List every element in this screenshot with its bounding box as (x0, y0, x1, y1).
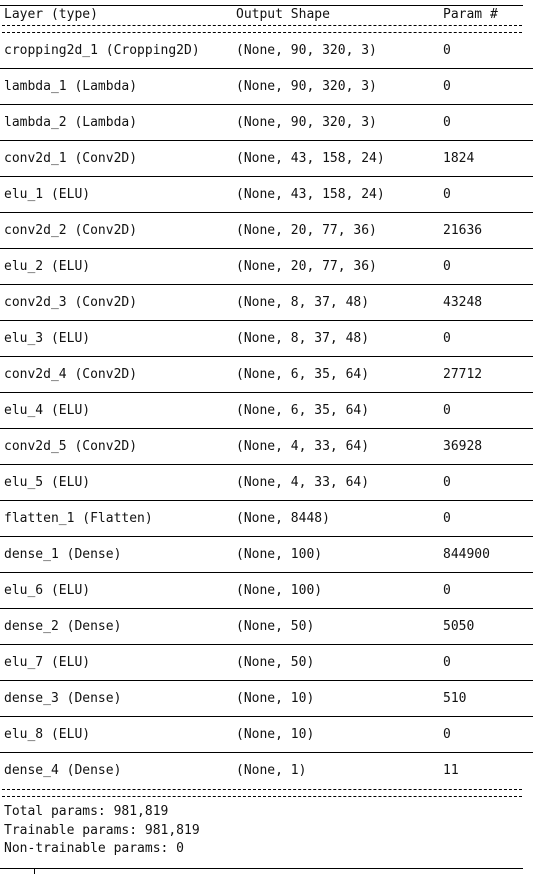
param-totals (0, 797, 533, 859)
param-count: 0 (443, 187, 451, 202)
param-count: 43248 (443, 295, 483, 310)
table-row (0, 105, 533, 141)
output-shape: (None, 8, 37, 48) (236, 331, 370, 346)
layer-name: conv2d_5 (Conv2D) (4, 439, 138, 454)
layer-name: conv2d_2 (Conv2D) (4, 223, 138, 238)
header-output-shape: Output Shape (236, 7, 330, 22)
layer-name: elu_5 (ELU) (4, 475, 91, 490)
param-count: 0 (443, 403, 451, 418)
output-shape: (None, 43, 158, 24) (236, 187, 385, 202)
output-shape: (None, 8448) (236, 511, 330, 526)
footer-divider (2, 789, 522, 797)
output-shape: (None, 50) (236, 655, 315, 670)
param-count: 0 (443, 583, 451, 598)
table-row (0, 645, 533, 681)
param-count: 11 (443, 763, 459, 778)
output-shape: (None, 10) (236, 727, 315, 742)
param-count: 0 (443, 511, 451, 526)
header-params: Param # (443, 7, 498, 22)
table-row (0, 501, 533, 537)
non-trainable-params: Non-trainable params: 0 (4, 841, 185, 856)
table-row (0, 33, 533, 69)
layer-name: elu_8 (ELU) (4, 727, 91, 742)
table-row (0, 141, 533, 177)
param-count: 36928 (443, 439, 483, 454)
layer-name: elu_2 (ELU) (4, 259, 91, 274)
param-count: 0 (443, 259, 451, 274)
output-shape: (None, 1) (236, 763, 307, 778)
param-count: 0 (443, 331, 451, 346)
table-row (0, 609, 533, 645)
total-params: Total params: 981,819 (4, 804, 169, 819)
header-layer: Layer (type) (4, 7, 98, 22)
param-count: 27712 (443, 367, 483, 382)
param-count: 510 (443, 691, 467, 706)
layer-name: dense_3 (Dense) (4, 691, 122, 706)
trainable-params: Trainable params: 981,819 (4, 822, 200, 838)
layer-name: elu_4 (ELU) (4, 403, 91, 418)
param-count: 0 (443, 727, 451, 742)
cursor-tick (34, 869, 35, 874)
output-shape: (None, 4, 33, 64) (236, 475, 370, 490)
output-shape: (None, 8, 37, 48) (236, 295, 370, 310)
output-shape: (None, 20, 77, 36) (236, 259, 377, 274)
table-row (0, 213, 533, 249)
table-header (0, 0, 533, 24)
param-count: 5050 (443, 619, 475, 634)
param-count: 0 (443, 655, 451, 670)
table-row (0, 465, 533, 501)
layer-name: elu_6 (ELU) (4, 583, 91, 598)
layer-name: flatten_1 (Flatten) (4, 511, 153, 526)
table-row (0, 717, 533, 753)
bottom-rule (0, 868, 523, 869)
output-shape: (None, 100) (236, 547, 323, 562)
output-shape: (None, 10) (236, 691, 315, 706)
output-shape: (None, 4, 33, 64) (236, 439, 370, 454)
table-row (0, 753, 533, 789)
output-shape: (None, 50) (236, 619, 315, 634)
param-count: 0 (443, 79, 451, 94)
output-shape: (None, 6, 35, 64) (236, 367, 370, 382)
output-shape: (None, 90, 320, 3) (236, 79, 377, 94)
header-divider (2, 25, 522, 33)
layer-name: conv2d_4 (Conv2D) (4, 367, 138, 382)
layer-name: elu_3 (ELU) (4, 331, 91, 346)
layer-name: dense_4 (Dense) (4, 763, 122, 778)
output-shape: (None, 90, 320, 3) (236, 43, 377, 58)
layer-name: dense_2 (Dense) (4, 619, 122, 634)
table-row (0, 285, 533, 321)
param-count: 0 (443, 475, 451, 490)
param-count: 1824 (443, 151, 475, 166)
table-row (0, 357, 533, 393)
param-count: 0 (443, 43, 451, 58)
table-row (0, 393, 533, 429)
output-shape: (None, 43, 158, 24) (236, 151, 385, 166)
output-shape: (None, 90, 320, 3) (236, 115, 377, 130)
param-count: 844900 (443, 547, 490, 562)
param-count: 0 (443, 115, 451, 130)
table-row (0, 69, 533, 105)
table-row (0, 537, 533, 573)
layer-name: elu_1 (ELU) (4, 187, 91, 202)
table-row (0, 321, 533, 357)
layer-name: elu_7 (ELU) (4, 655, 91, 670)
layer-name: conv2d_1 (Conv2D) (4, 151, 138, 166)
table-row (0, 249, 533, 285)
output-shape: (None, 6, 35, 64) (236, 403, 370, 418)
param-count: 21636 (443, 223, 483, 238)
table-row (0, 177, 533, 213)
table-row (0, 429, 533, 465)
layer-name: conv2d_3 (Conv2D) (4, 295, 138, 310)
output-shape: (None, 100) (236, 583, 323, 598)
layer-name: lambda_1 (Lambda) (4, 79, 138, 94)
table-row (0, 573, 533, 609)
layer-name: lambda_2 (Lambda) (4, 115, 138, 130)
table-row (0, 681, 533, 717)
layer-name: cropping2d_1 (Cropping2D) (4, 43, 200, 58)
table-body (0, 33, 533, 789)
layer-name: dense_1 (Dense) (4, 547, 122, 562)
output-shape: (None, 20, 77, 36) (236, 223, 377, 238)
